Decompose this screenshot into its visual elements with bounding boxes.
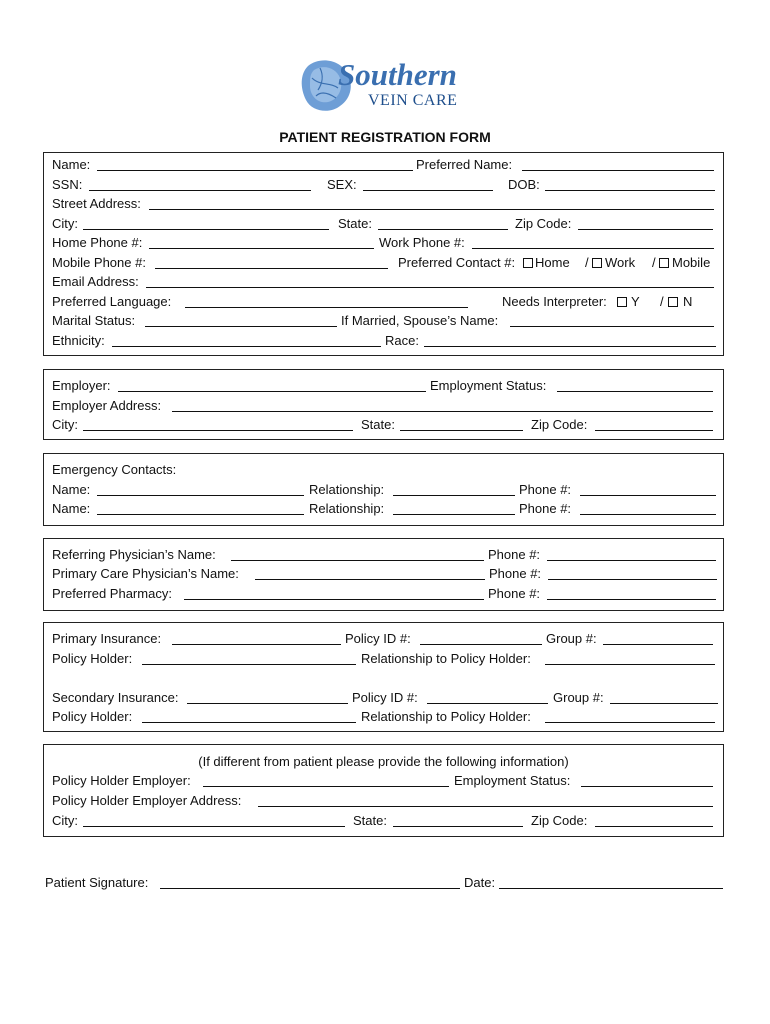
primary-policy-holder-label: Policy Holder:	[52, 651, 133, 666]
email-field[interactable]	[146, 287, 714, 288]
policy-holder-address-label: Policy Holder Employer Address:	[52, 793, 242, 808]
primary-care-phone-label: Phone #:	[489, 566, 542, 581]
race-label: Race:	[385, 333, 419, 348]
employer-zip-field[interactable]	[595, 430, 713, 431]
holder-employment-status-label: Employment Status:	[454, 773, 571, 788]
secondary-group-field[interactable]	[610, 703, 718, 704]
dob-field[interactable]	[545, 190, 715, 191]
policy-holder-note: (If different from patient please provide the following information)	[198, 754, 569, 769]
policy-holder-employer-field[interactable]	[203, 786, 449, 787]
employer-city-field[interactable]	[83, 430, 353, 431]
race-field[interactable]	[424, 346, 716, 347]
interpreter-yes-checkbox[interactable]	[617, 297, 627, 307]
holder-state-field[interactable]	[393, 826, 523, 827]
employment-status-label: Employment Status:	[430, 378, 547, 393]
emergency-relationship-label: Relationship:	[309, 501, 385, 516]
emergency-name-field[interactable]	[97, 514, 304, 515]
city-field[interactable]	[83, 229, 329, 230]
emergency-phone-label: Phone #:	[519, 482, 572, 497]
secondary-insurance-field[interactable]	[187, 703, 348, 704]
spouse-name-label: If Married, Spouse’s Name:	[341, 313, 499, 328]
patient-signature-field[interactable]	[160, 888, 460, 889]
sex-label: SEX:	[327, 177, 357, 192]
emergency-name-field[interactable]	[97, 495, 304, 496]
primary-policy-id-field[interactable]	[420, 644, 542, 645]
slash-divider: /	[652, 255, 656, 270]
holder-city-label: City:	[52, 813, 78, 828]
primary-care-field[interactable]	[255, 579, 485, 580]
primary-insurance-label: Primary Insurance:	[52, 631, 162, 646]
employer-field[interactable]	[118, 391, 426, 392]
slash-divider: /	[660, 294, 664, 309]
employer-zip-label: Zip Code:	[531, 417, 588, 432]
contact-mobile-checkbox[interactable]	[659, 258, 669, 268]
state-label: State:	[338, 216, 372, 231]
logo-word-vein-care: VEIN CARE	[368, 92, 458, 109]
primary-policy-holder-field[interactable]	[142, 664, 356, 665]
logo-word-southern: Southern	[338, 57, 457, 92]
employer-label: Employer:	[52, 378, 111, 393]
ssn-label: SSN:	[52, 177, 83, 192]
emergency-name-label: Name:	[52, 501, 91, 516]
emergency-phone-label: Phone #:	[519, 501, 572, 516]
home-phone-label: Home Phone #:	[52, 235, 143, 250]
primary-group-label: Group #:	[546, 631, 597, 646]
secondary-policy-holder-label: Policy Holder:	[52, 709, 133, 724]
employer-address-label: Employer Address:	[52, 398, 162, 413]
holder-state-label: State:	[353, 813, 387, 828]
emergency-relationship-field[interactable]	[393, 514, 515, 515]
employer-state-field[interactable]	[400, 430, 523, 431]
pharmacy-phone-field[interactable]	[547, 599, 716, 600]
spouse-name-field[interactable]	[510, 326, 714, 327]
referring-phone-label: Phone #:	[488, 547, 541, 562]
state-field[interactable]	[378, 229, 508, 230]
contact-work-checkbox[interactable]	[592, 258, 602, 268]
preferred-name-field[interactable]	[522, 170, 714, 171]
marital-status-label: Marital Status:	[52, 313, 136, 328]
secondary-relationship-field[interactable]	[545, 722, 715, 723]
interpreter-no-checkbox[interactable]	[668, 297, 678, 307]
secondary-policy-id-field[interactable]	[427, 703, 548, 704]
work-phone-label: Work Phone #:	[379, 235, 465, 250]
pharmacy-field[interactable]	[184, 599, 484, 600]
contact-home-label: Home	[535, 255, 570, 270]
signature-date-label: Date:	[464, 875, 496, 890]
employment-status-field[interactable]	[557, 391, 713, 392]
pharmacy-phone-label: Phone #:	[488, 586, 541, 601]
interpreter-yes-label: Y	[631, 294, 640, 309]
name-field[interactable]	[97, 170, 413, 171]
emergency-contacts-heading: Emergency Contacts:	[52, 462, 177, 477]
pharmacy-label: Preferred Pharmacy:	[52, 586, 172, 601]
emergency-relationship-label: Relationship:	[309, 482, 385, 497]
work-phone-field[interactable]	[472, 248, 714, 249]
patient-signature-label: Patient Signature:	[45, 875, 149, 890]
email-label: Email Address:	[52, 274, 139, 289]
dob-label: DOB:	[508, 177, 540, 192]
zip-field[interactable]	[578, 229, 713, 230]
secondary-policy-holder-field[interactable]	[142, 722, 356, 723]
contact-mobile-label: Mobile	[672, 255, 711, 270]
mobile-phone-field[interactable]	[155, 268, 388, 269]
page-title: PATIENT REGISTRATION FORM	[279, 129, 491, 145]
street-address-label: Street Address:	[52, 196, 141, 211]
primary-relationship-label: Relationship to Policy Holder:	[361, 651, 531, 666]
primary-policy-id-label: Policy ID #:	[345, 631, 411, 646]
emergency-phone-field[interactable]	[580, 495, 716, 496]
referring-physician-field[interactable]	[231, 560, 484, 561]
secondary-relationship-label: Relationship to Policy Holder:	[361, 709, 531, 724]
holder-zip-field[interactable]	[595, 826, 713, 827]
primary-care-label: Primary Care Physician’s Name:	[52, 566, 239, 581]
ethnicity-label: Ethnicity:	[52, 333, 105, 348]
holder-zip-label: Zip Code:	[531, 813, 588, 828]
preferred-language-label: Preferred Language:	[52, 294, 172, 309]
preferred-contact-label: Preferred Contact #:	[398, 255, 516, 270]
street-address-field[interactable]	[149, 209, 714, 210]
signature-date-field[interactable]	[499, 888, 723, 889]
employer-city-label: City:	[52, 417, 78, 432]
contact-home-checkbox[interactable]	[523, 258, 533, 268]
sex-field[interactable]	[363, 190, 493, 191]
referring-physician-label: Referring Physician’s Name:	[52, 547, 216, 562]
emergency-phone-field[interactable]	[580, 514, 716, 515]
employer-state-label: State:	[361, 417, 395, 432]
home-phone-field[interactable]	[149, 248, 374, 249]
slash-divider: /	[585, 255, 589, 270]
primary-group-field[interactable]	[603, 644, 713, 645]
ethnicity-field[interactable]	[112, 346, 381, 347]
holder-employment-status-field[interactable]	[581, 786, 713, 787]
zip-label: Zip Code:	[515, 216, 572, 231]
contact-work-label: Work	[605, 255, 636, 270]
referring-phone-field[interactable]	[547, 560, 716, 561]
needs-interpreter-label: Needs Interpreter:	[502, 294, 607, 309]
preferred-language-field[interactable]	[185, 307, 468, 308]
primary-relationship-field[interactable]	[545, 664, 715, 665]
name-label: Name:	[52, 157, 91, 172]
secondary-group-label: Group #:	[553, 690, 604, 705]
preferred-name-label: Preferred Name:	[416, 157, 513, 172]
mobile-phone-label: Mobile Phone #:	[52, 255, 146, 270]
policy-holder-address-field[interactable]	[258, 806, 713, 807]
marital-status-field[interactable]	[145, 326, 337, 327]
holder-city-field[interactable]	[83, 826, 345, 827]
employer-address-field[interactable]	[172, 411, 713, 412]
primary-insurance-field[interactable]	[172, 644, 341, 645]
emergency-name-label: Name:	[52, 482, 91, 497]
secondary-policy-id-label: Policy ID #:	[352, 690, 418, 705]
ssn-field[interactable]	[89, 190, 311, 191]
emergency-relationship-field[interactable]	[393, 495, 515, 496]
policy-holder-employer-label: Policy Holder Employer:	[52, 773, 191, 788]
primary-care-phone-field[interactable]	[548, 579, 717, 580]
secondary-insurance-label: Secondary Insurance:	[52, 690, 179, 705]
interpreter-no-label: N	[683, 294, 693, 309]
city-label: City:	[52, 216, 78, 231]
